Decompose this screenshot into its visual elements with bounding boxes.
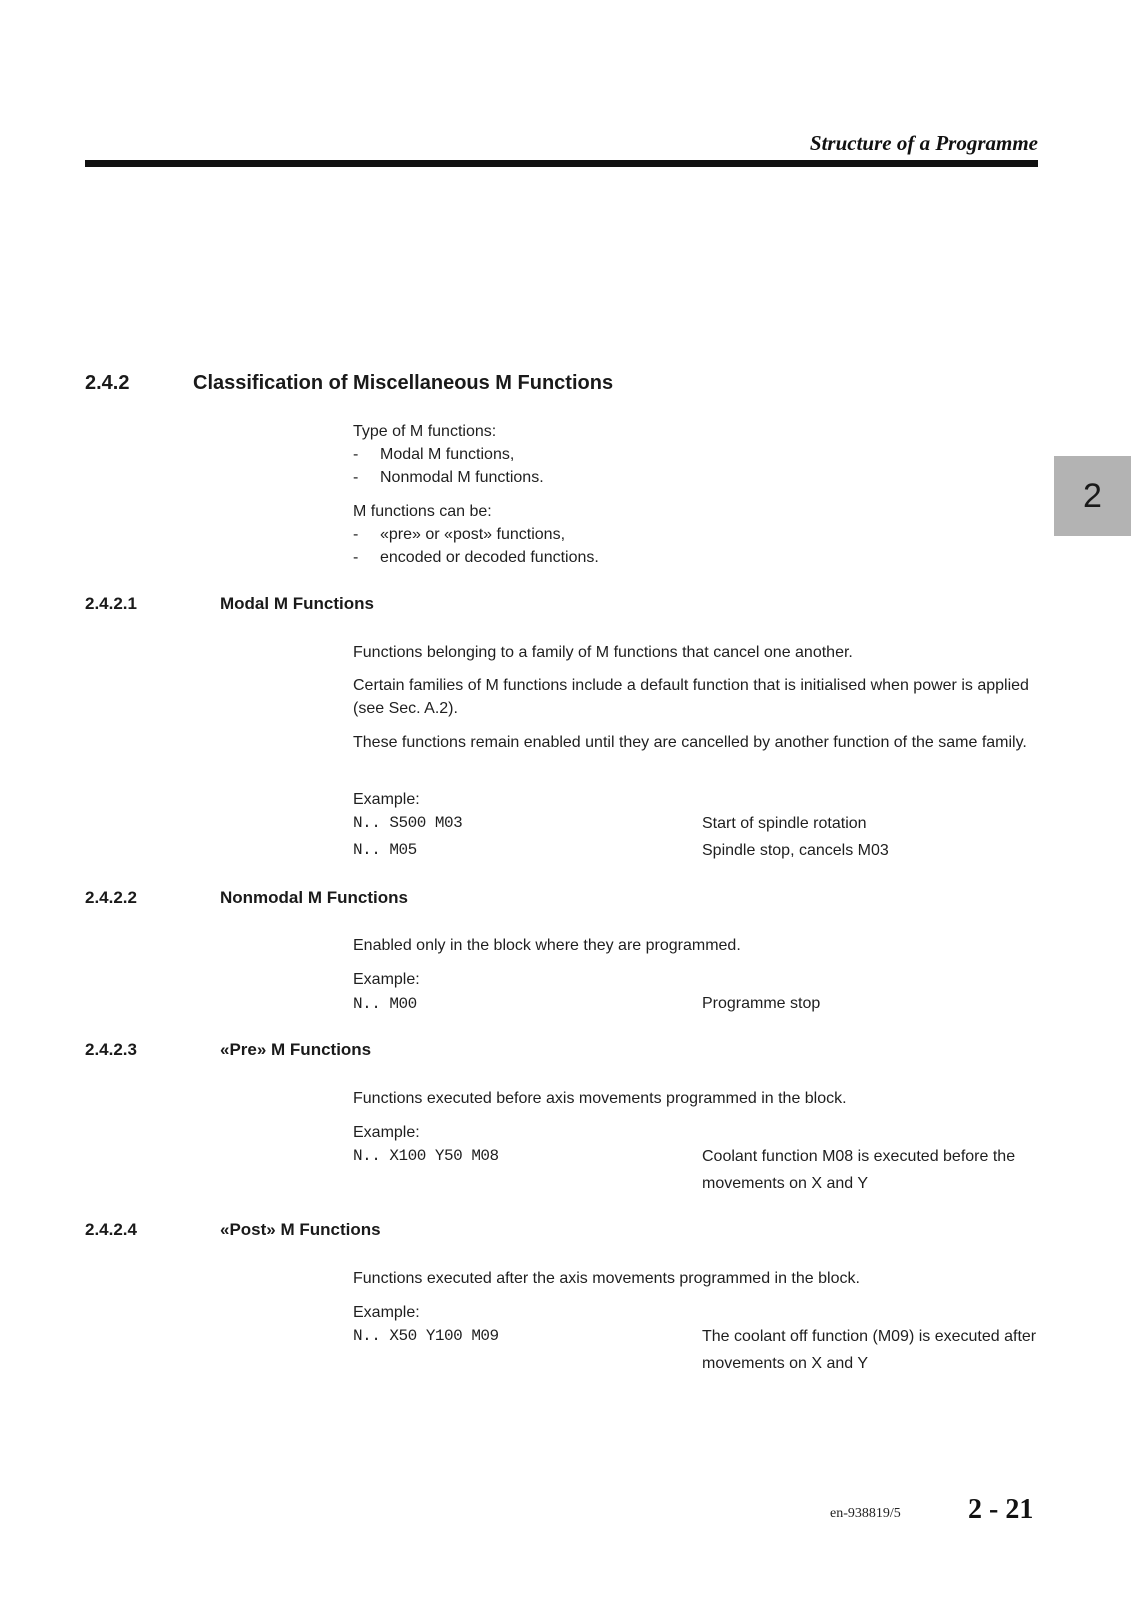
- subsection-title: Nonmodal M Functions: [220, 888, 408, 907]
- example-code: N.. S500 M03: [353, 814, 463, 832]
- subsection-title: «Post» M Functions: [220, 1220, 381, 1239]
- subsection-paragraph: Functions belonging to a family of M functions that cancel one another.: [353, 644, 853, 661]
- example-label: Example:: [353, 791, 420, 808]
- section-title: Classification of Miscellaneous M Functions: [193, 372, 614, 394]
- example-code: N.. X50 Y100 M09: [353, 1327, 499, 1345]
- list-item: - «pre» or «post» functions,: [353, 526, 566, 543]
- header-rule: [85, 160, 1038, 167]
- section-intro: [353, 420, 1043, 569]
- example-description: Coolant function M08 is executed before the movements on X and Y: [702, 1148, 1016, 1192]
- example-code: N.. M00: [353, 995, 417, 1013]
- subsection-paragraph: Enabled only in the block where they are programmed.: [353, 937, 741, 954]
- subsection-title: «Pre» M Functions: [220, 1040, 372, 1059]
- list-item: - encoded or decoded functions.: [353, 549, 599, 566]
- subsection-number: 2.4.2.3: [85, 1040, 137, 1059]
- chapter-tab: [1054, 456, 1131, 536]
- can-be-label: M functions can be:: [353, 503, 492, 520]
- list-item: - Nonmodal M functions.: [353, 469, 544, 486]
- example-label: Example:: [353, 1124, 420, 1141]
- chapter-tab-number: 2: [1083, 476, 1102, 515]
- list-item: - Modal M functions,: [353, 446, 515, 463]
- subsection-paragraph: Certain families of M functions include a default function that is initialised when power is applied (see Sec. A.2).: [353, 677, 1029, 717]
- subsection-title: Modal M Functions: [220, 594, 374, 613]
- subsection-number: 2.4.2.4: [85, 1220, 137, 1239]
- example-code: N.. M05: [353, 841, 417, 859]
- example-label: Example:: [353, 1304, 420, 1321]
- section-number: 2.4.2: [85, 372, 130, 394]
- subsection-paragraph: These functions remain enabled until they are cancelled by another function of the same family.: [353, 734, 1027, 751]
- example-label: Example:: [353, 971, 420, 988]
- example-description: Spindle stop, cancels M03: [702, 842, 889, 859]
- example-description: The coolant off function (M09) is executed after movements on X and Y: [702, 1328, 1037, 1372]
- subsection-paragraph: Functions executed after the axis movements programmed in the block.: [353, 1270, 860, 1287]
- running-head-title: Structure of a Programme: [809, 131, 1038, 155]
- page-number: 2 - 21: [968, 1494, 1034, 1525]
- subsection-number: 2.4.2.1: [85, 594, 137, 613]
- subsection-paragraph: Functions executed before axis movements programmed in the block.: [353, 1090, 847, 1107]
- type-label: Type of M functions:: [353, 423, 497, 440]
- example-description: Programme stop: [702, 995, 821, 1012]
- example-code: N.. X100 Y50 M08: [353, 1147, 499, 1165]
- subsection-number: 2.4.2.2: [85, 888, 137, 907]
- document-reference: en-938819/5: [830, 1506, 901, 1521]
- example-description: Start of spindle rotation: [702, 815, 867, 832]
